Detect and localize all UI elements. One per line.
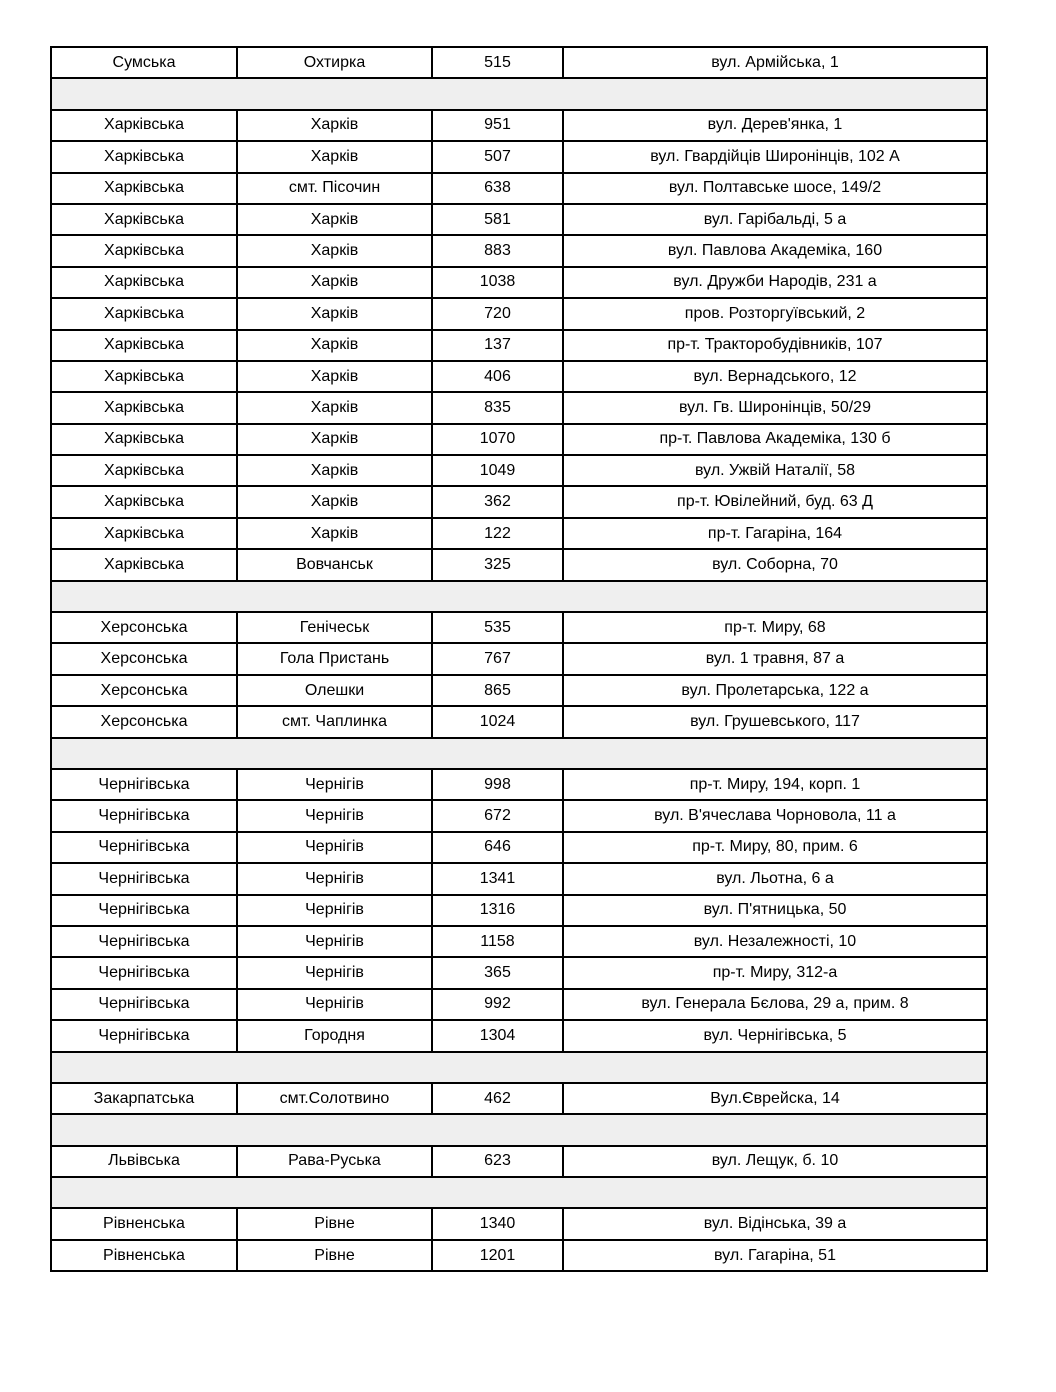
region-cell: Харківська [51,330,237,361]
address-cell: вул. Вернадського, 12 [563,361,987,392]
region-cell: Харківська [51,110,237,141]
region-cell: Харківська [51,549,237,580]
branch-number-cell: 1038 [432,267,563,298]
separator-cell [51,581,987,612]
branch-number-cell: 1070 [432,424,563,455]
section-separator-row [51,1052,987,1083]
address-cell: Вул.Єврейска, 14 [563,1083,987,1114]
table-row [51,643,987,674]
table-row [51,235,987,266]
city-cell: Чернігів [237,832,432,863]
branch-number-cell: 672 [432,800,563,831]
branch-number-cell: 1340 [432,1208,563,1239]
region-cell: Чернігівська [51,769,237,800]
region-cell: Харківська [51,235,237,266]
table-row [51,612,987,643]
region-cell: Харківська [51,298,237,329]
branch-number-cell: 406 [432,361,563,392]
region-cell: Харківська [51,424,237,455]
branch-number-cell: 646 [432,832,563,863]
table-row [51,926,987,957]
branch-number-cell: 362 [432,486,563,517]
address-cell: вул. П'ятницька, 50 [563,895,987,926]
branch-number-cell: 767 [432,643,563,674]
table-row [51,1083,987,1114]
table-row [51,895,987,926]
branch-number-cell: 865 [432,675,563,706]
branch-number-cell: 638 [432,173,563,204]
table-row [51,361,987,392]
city-cell: Чернігів [237,926,432,957]
region-cell: Чернігівська [51,895,237,926]
address-cell: вул. Чернігівська, 5 [563,1020,987,1051]
region-cell: Херсонська [51,706,237,737]
address-cell: вул. Льотна, 6 а [563,863,987,894]
address-cell: вул. Гагаріна, 51 [563,1240,987,1271]
address-cell: пр-т. Миру, 194, корп. 1 [563,769,987,800]
region-cell: Чернігівська [51,832,237,863]
city-cell: Харків [237,267,432,298]
region-cell: Харківська [51,518,237,549]
address-cell: вул. Пролетарська, 122 а [563,675,987,706]
city-cell: смт. Пісочин [237,173,432,204]
branch-number-cell: 1158 [432,926,563,957]
region-cell: Закарпатська [51,1083,237,1114]
table-body [51,47,987,1271]
separator-cell [51,738,987,769]
region-cell: Чернігівська [51,989,237,1020]
region-cell: Харківська [51,173,237,204]
region-cell: Херсонська [51,643,237,674]
city-cell: Чернігів [237,769,432,800]
city-cell: Харків [237,392,432,423]
city-cell: Харків [237,110,432,141]
section-separator-row [51,78,987,109]
separator-cell [51,1114,987,1145]
branch-address-table-container [50,46,986,1272]
address-cell: пр-т. Гагаріна, 164 [563,518,987,549]
region-cell: Чернігівська [51,957,237,988]
city-cell: Чернігів [237,863,432,894]
table-row [51,47,987,78]
address-cell: вул. Павлова Академіка, 160 [563,235,987,266]
address-cell: вул. Гвардійців Широнінців, 102 А [563,141,987,172]
branch-number-cell: 1341 [432,863,563,894]
branch-number-cell: 507 [432,141,563,172]
city-cell: Харків [237,330,432,361]
address-cell: вул. Відінська, 39 а [563,1208,987,1239]
section-separator-row [51,581,987,612]
table-row [51,392,987,423]
address-cell: вул. Соборна, 70 [563,549,987,580]
region-cell: Чернігівська [51,1020,237,1051]
table-row [51,989,987,1020]
city-cell: Вовчанськ [237,549,432,580]
city-cell: Харків [237,486,432,517]
region-cell: Львівська [51,1146,237,1177]
table-row [51,267,987,298]
city-cell: Гола Пристань [237,643,432,674]
table-row [51,1240,987,1271]
table-row [51,863,987,894]
address-cell: пров. Розторгуївський, 2 [563,298,987,329]
address-cell: вул. Дружби Народів, 231 а [563,267,987,298]
region-cell: Херсонська [51,612,237,643]
separator-cell [51,78,987,109]
table-row [51,1020,987,1051]
branch-address-table [50,46,988,1272]
city-cell: Рава-Руська [237,1146,432,1177]
region-cell: Харківська [51,204,237,235]
table-row [51,141,987,172]
address-cell: пр-т. Павлова Академіка, 130 б [563,424,987,455]
city-cell: Чернігів [237,989,432,1020]
branch-number-cell: 1316 [432,895,563,926]
address-cell: вул. Гарібальді, 5 а [563,204,987,235]
branch-number-cell: 835 [432,392,563,423]
branch-number-cell: 720 [432,298,563,329]
table-row [51,204,987,235]
address-cell: вул. Незалежності, 10 [563,926,987,957]
region-cell: Харківська [51,361,237,392]
address-cell: вул. Армійська, 1 [563,47,987,78]
separator-cell [51,1052,987,1083]
address-cell: пр-т. Тракторобудівників, 107 [563,330,987,361]
branch-number-cell: 535 [432,612,563,643]
table-row [51,455,987,486]
address-cell: вул. 1 травня, 87 а [563,643,987,674]
region-cell: Харківська [51,141,237,172]
section-separator-row [51,738,987,769]
city-cell: Рівне [237,1240,432,1271]
table-row [51,1208,987,1239]
address-cell: пр-т. Миру, 68 [563,612,987,643]
city-cell: Олешки [237,675,432,706]
region-cell: Харківська [51,267,237,298]
city-cell: Харків [237,141,432,172]
table-row [51,330,987,361]
region-cell: Чернігівська [51,926,237,957]
city-cell: Харків [237,455,432,486]
city-cell: Чернігів [237,957,432,988]
region-cell: Сумська [51,47,237,78]
city-cell: Охтирка [237,47,432,78]
section-separator-row [51,1177,987,1208]
region-cell: Рівненська [51,1208,237,1239]
branch-number-cell: 1201 [432,1240,563,1271]
table-row [51,424,987,455]
city-cell: смт. Чаплинка [237,706,432,737]
city-cell: Харків [237,361,432,392]
branch-number-cell: 998 [432,769,563,800]
city-cell: смт.Солотвино [237,1083,432,1114]
city-cell: Харків [237,424,432,455]
branch-number-cell: 581 [432,204,563,235]
branch-number-cell: 137 [432,330,563,361]
table-row [51,1146,987,1177]
city-cell: Харків [237,204,432,235]
table-row [51,173,987,204]
address-cell: вул. Гв. Широнінців, 50/29 [563,392,987,423]
table-row [51,486,987,517]
branch-number-cell: 623 [432,1146,563,1177]
address-cell: вул. Грушевського, 117 [563,706,987,737]
table-row [51,549,987,580]
branch-number-cell: 951 [432,110,563,141]
branch-number-cell: 1304 [432,1020,563,1051]
address-cell: вул. Полтавське шосе, 149/2 [563,173,987,204]
table-row [51,110,987,141]
region-cell: Рівненська [51,1240,237,1271]
address-cell: вул. Ужвій Наталії, 58 [563,455,987,486]
branch-number-cell: 1049 [432,455,563,486]
city-cell: Генічеськ [237,612,432,643]
table-row [51,769,987,800]
branch-number-cell: 462 [432,1083,563,1114]
city-cell: Чернігів [237,895,432,926]
table-row [51,518,987,549]
address-cell: пр-т. Ювілейний, буд. 63 Д [563,486,987,517]
region-cell: Чернігівська [51,800,237,831]
table-row [51,675,987,706]
region-cell: Харківська [51,486,237,517]
region-cell: Харківська [51,455,237,486]
branch-number-cell: 365 [432,957,563,988]
table-row [51,298,987,329]
region-cell: Херсонська [51,675,237,706]
branch-number-cell: 1024 [432,706,563,737]
table-row [51,832,987,863]
city-cell: Харків [237,298,432,329]
branch-number-cell: 122 [432,518,563,549]
section-separator-row [51,1114,987,1145]
branch-number-cell: 883 [432,235,563,266]
table-row [51,800,987,831]
branch-number-cell: 325 [432,549,563,580]
address-cell: вул. Генерала Бєлова, 29 а, прим. 8 [563,989,987,1020]
city-cell: Харків [237,518,432,549]
address-cell: пр-т. Миру, 80, прим. 6 [563,832,987,863]
city-cell: Городня [237,1020,432,1051]
city-cell: Харків [237,235,432,266]
city-cell: Рівне [237,1208,432,1239]
table-row [51,706,987,737]
address-cell: пр-т. Миру, 312-а [563,957,987,988]
branch-number-cell: 992 [432,989,563,1020]
address-cell: вул. В'ячеслава Чорновола, 11 а [563,800,987,831]
address-cell: вул. Дерев'янка, 1 [563,110,987,141]
city-cell: Чернігів [237,800,432,831]
separator-cell [51,1177,987,1208]
region-cell: Харківська [51,392,237,423]
region-cell: Чернігівська [51,863,237,894]
branch-number-cell: 515 [432,47,563,78]
table-row [51,957,987,988]
address-cell: вул. Лещук, б. 10 [563,1146,987,1177]
